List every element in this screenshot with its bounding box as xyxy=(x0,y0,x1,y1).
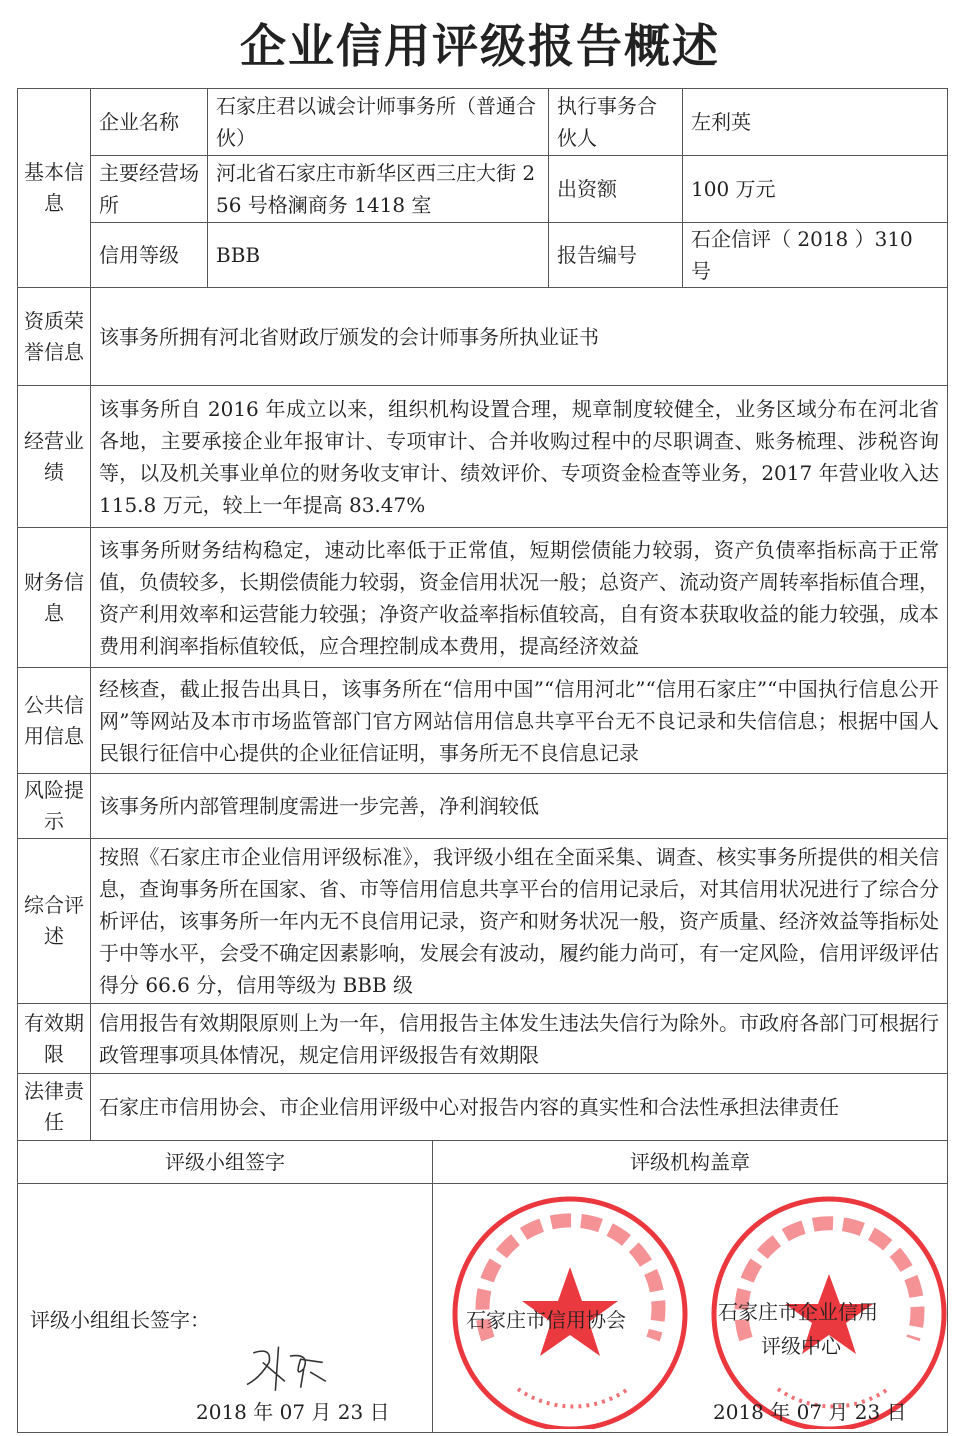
rating-value: BBB xyxy=(208,223,549,288)
org2-name-line1: 石家庄市企业信用 xyxy=(718,1299,878,1324)
summary-label: 综合评述 xyxy=(18,839,91,1004)
org1-name: 石家庄市信用协会 xyxy=(466,1307,626,1332)
public-credit-label: 公共信用信息 xyxy=(18,668,91,774)
leader-sign-label: 评级小组组长签字： xyxy=(30,1307,210,1332)
summary-text: 按照《石家庄市企业信用评级标准》，我评级小组在全面采集、调查、核实事务所提供的相关信息，查询事务所在国家、省、市等信用信息共享平台的信用记录后，对其信用状况进行了综合分析评估，该事务所一年内无不良信用记录，资产和财务状况一般，资产质量、经济效益等指标处于中等水平，会受不确定因素影响，发展会有波动，履约能力尚可，有一定风险，信用评级评估得分 66.6 分，信用等级为 BBB 级 xyxy=(91,839,948,1004)
report-no-label: 报告编号 xyxy=(549,223,683,288)
page-title: 企业信用评级报告概述 xyxy=(240,19,720,73)
org-stamp-cell xyxy=(433,1183,948,1432)
capital-value: 100 万元 xyxy=(683,156,948,223)
handwritten-signature xyxy=(213,1334,363,1394)
name-value: 石家庄君以诚会计师事务所（普通合伙） xyxy=(208,89,549,156)
performance-text: 该事务所自 2016 年成立以来，组织机构设置合理，规章制度较健全，业务区域分布在河北省各地，主要承接企业年报审计、专项审计、合并收购过程中的尽职调查、账务梳理、涉税咨询等，以及机关事业单位的财务收支审计、绩效评价、专项资金检查等业务，2017 年营业收入达 115.8 万元，较上一年提高 83.47% xyxy=(91,386,948,528)
stamp-date: 2018 年 07 月 23 日 xyxy=(713,1399,907,1424)
performance-label: 经营业绩 xyxy=(18,386,91,528)
address-value: 河北省石家庄市新华区西三庄大街 256 号格澜商务 1418 室 xyxy=(208,156,549,223)
rating-label: 信用等级 xyxy=(91,223,208,288)
legal-text: 石家庄市信用协会、市企业信用评级中心对报告内容的真实性和合法性承担法律责任 xyxy=(91,1074,948,1141)
finance-text: 该事务所财务结构稳定，速动比率低于正常值，短期偿债能力较弱，资产负债率指标高于正常值，负债较多，长期偿债能力较弱，资金信用状况一般；总资产、流动资产周转率指标值合理，资产利用效率和运营能力较强；净资产收益率指标值较高，自有资本获取收益的能力较强，成本费用利润率指标值较低，应合理控制成本费用，提高经济效益 xyxy=(91,528,948,668)
group-sign-cell xyxy=(18,1183,433,1432)
group-sign-header: 评级小组签字 xyxy=(18,1140,433,1183)
name-label: 企业名称 xyxy=(91,89,208,156)
basic-info-label: 基本信息 xyxy=(18,89,91,288)
legal-label: 法律责任 xyxy=(18,1074,91,1141)
validity-label: 有效期限 xyxy=(18,1004,91,1074)
qualification-label: 资质荣誉信息 xyxy=(18,288,91,386)
report-no-value: 石企信评（ 2018 ）310 号 xyxy=(683,223,948,288)
org-stamp-header: 评级机构盖章 xyxy=(433,1140,948,1183)
qualification-text: 该事务所拥有河北省财政厅颁发的会计师事务所执业证书 xyxy=(91,288,948,386)
risk-text: 该事务所内部管理制度需进一步完善，净利润较低 xyxy=(91,774,948,839)
capital-label: 出资额 xyxy=(549,156,683,223)
sign-date: 2018 年 07 月 23 日 xyxy=(196,1399,390,1424)
report-table xyxy=(17,88,948,1141)
org2-name-line2: 评级中心 xyxy=(761,1333,841,1358)
report-body xyxy=(17,88,947,1433)
risk-label: 风险提示 xyxy=(18,774,91,839)
partner-value: 左利英 xyxy=(683,89,948,156)
address-label: 主要经营场所 xyxy=(91,156,208,223)
validity-text: 信用报告有效期限原则上为一年，信用报告主体发生违法失信行为除外。市政府各部门可根据行政管理事项具体情况，规定信用评级报告有效期限 xyxy=(91,1004,948,1074)
partner-label: 执行事务合伙人 xyxy=(549,89,683,156)
finance-label: 财务信息 xyxy=(18,528,91,668)
signature-table xyxy=(17,1140,948,1433)
public-credit-text: 经核查，截止报告出具日，该事务所在“信用中国”“信用河北”“信用石家庄”“中国执行信息公开网”等网站及本市市场监管部门官方网站信用信息共享平台无不良记录和失信信息；根据中国人民银行征信中心提供的企业征信证明，事务所无不良信息记录 xyxy=(91,668,948,774)
